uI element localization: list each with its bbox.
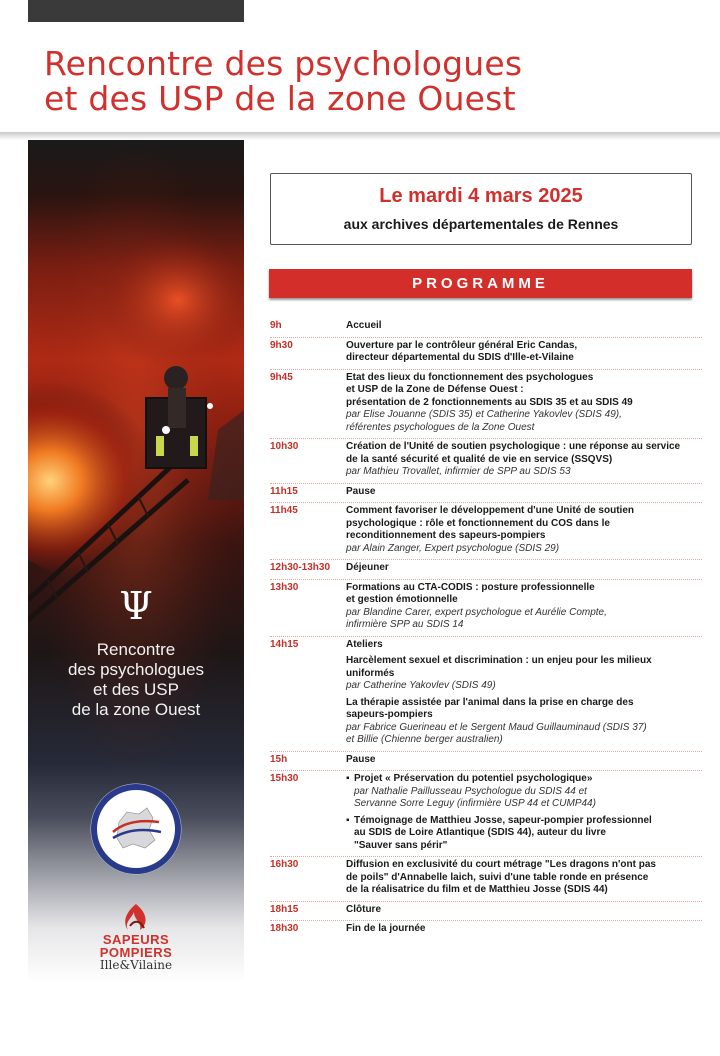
session-title: Harcèlement sexuel et discrimination : un enjeu pour les milieux (346, 655, 652, 666)
zone-ouest-seal (89, 782, 183, 876)
agenda-time: 9h (270, 320, 282, 331)
agenda-row (270, 580, 702, 637)
session-title: de poils" d'Annabelle laich, suivi d'une table ronde en présence (346, 871, 649, 883)
agenda-time: 9h30 (270, 339, 293, 351)
bullet-icon: ▪ (346, 814, 350, 826)
session-speakers: référentes psychologues de la Zone Ouest (346, 421, 535, 433)
agenda-row (270, 902, 702, 922)
session-speakers: par Mathieu Trovallet, infirmier de SPP au SDIS 53 (346, 466, 571, 477)
agenda-content (346, 320, 702, 333)
agenda-time: 11h15 (270, 485, 298, 497)
session-title: Témoignage de Matthieu Josse, sapeur-pompier professionnel (354, 814, 652, 826)
agenda-row (270, 560, 702, 580)
session-title: au SDIS de Loire Atlantique (SDIS 44), auteur du livre (354, 827, 606, 838)
session-speakers: par Nathalie Paillusseau Psychologue du SDIS 44 et (354, 785, 587, 797)
session-speakers: et Billie (Chienne berger australien) (346, 734, 503, 745)
title-line-2: et des USP de la zone Ouest (44, 79, 516, 118)
session-speakers: par Elise Jouanne (SDIS 35) et Catherine Yakovlev (SDIS 49), (346, 409, 622, 420)
session-title: de la santé sécurité et qualité de vie en service (SSQVS) (346, 453, 613, 465)
agenda-content (346, 904, 702, 917)
session-title: reconditionnement des sapeurs-pompiers (346, 530, 546, 541)
agenda-row (270, 921, 702, 940)
sidebar-caption-line: Rencontre (96, 640, 176, 659)
agenda-time: 11h45 (270, 505, 298, 516)
agenda-content (346, 486, 702, 499)
sidebar-photo-panel (28, 140, 244, 1056)
agenda-time: 18h15 (270, 903, 299, 915)
session-title: Ouverture par le contrôleur général Eric Candas, (346, 339, 578, 351)
agenda-content (346, 773, 702, 852)
session-title: directeur départemental du SDIS d'Ille-et-Vilaine (346, 352, 574, 363)
bullet-item (346, 773, 702, 811)
session-title: Formations au CTA-CODIS : posture professionnelle (346, 581, 595, 593)
agenda-content (346, 505, 702, 555)
agenda-content (346, 639, 702, 747)
event-place: aux archives départementales de Rennes (343, 216, 619, 232)
session-speakers: par Blandine Carer, expert psychologue et Aurélie Compte, (346, 606, 607, 618)
session-title: Etat des lieux du fonctionnement des psychologues (346, 371, 594, 383)
session-title: présentation de 2 fonctionnements au SDIS 35 et au SDIS 49 (346, 396, 633, 408)
sidebar-caption (28, 640, 244, 720)
session-title: Pause (346, 485, 376, 497)
logo-line-2: POMPIERS (99, 945, 173, 960)
session-title: La thérapie assistée par l'animal dans la prise en charge des (346, 696, 634, 708)
session-title: et USP de la Zone de Défense Ouest : (346, 384, 524, 395)
session-title: "Sauver sans périr" (354, 839, 448, 851)
agenda-content (346, 372, 702, 435)
programme-agenda (270, 318, 702, 940)
session-title: uniformés (346, 667, 395, 679)
agenda-time: 18h30 (270, 923, 299, 934)
agenda-time: 12h30-13h30 (270, 562, 331, 573)
session-speakers: par Catherine Yakovlev (SDIS 49) (346, 680, 496, 691)
session-title: Ateliers (346, 638, 383, 650)
header-divider (0, 132, 720, 140)
session-title: Fin de la journée (346, 923, 426, 934)
sapeurs-pompiers-logo (28, 902, 244, 990)
session-title: psychologique : rôle et fonctionnement du COS dans le (346, 517, 610, 529)
svg-text:ÉTAT-MAJOR INTERMINISTÉRIEL DE: ÉTAT-MAJOR INTERMINISTÉRIEL DE ZO (98, 791, 174, 830)
session-title: Projet « Préservation du potentiel psychologique» (354, 773, 593, 784)
bullet-icon: ▪ (346, 773, 350, 784)
agenda-content (346, 923, 702, 936)
psi-symbol: Ψ (119, 584, 153, 628)
session-speakers: Servanne Sorre Leguy (infirmière USP 44 et CUMP44) (354, 798, 596, 809)
workshop-item (346, 697, 702, 747)
agenda-time: 16h30 (270, 859, 299, 870)
flame-icon (116, 902, 156, 934)
session-title: Comment favoriser le développement d'une Unité de soutien (346, 505, 634, 516)
session-title: Déjeuner (346, 562, 389, 573)
agenda-row (270, 370, 702, 440)
agenda-time: 15h (270, 753, 288, 765)
session-title: Pause (346, 753, 376, 765)
event-date: Le mardi 4 mars 2025 (379, 185, 583, 207)
session-title: Accueil (346, 320, 382, 331)
agenda-row (270, 857, 702, 902)
agenda-row (270, 318, 702, 338)
agenda-content (346, 562, 702, 575)
agenda-time: 15h30 (270, 773, 299, 784)
session-speakers: infirmière SPP au SDIS 14 (346, 619, 464, 630)
agenda-row (270, 439, 702, 484)
svg-text:PRÉFECTURE DE ZONE OUEST: PRÉFECTURE DE ZONE OUEST (102, 833, 165, 868)
sidebar-caption-line: de la zone Ouest (71, 700, 201, 719)
agenda-content (346, 754, 702, 767)
session-title: Clôture (346, 903, 381, 915)
session-speakers: par Fabrice Guerineau et le Sergent Maud Guillauminaud (SDIS 37) (346, 721, 647, 733)
agenda-row (270, 503, 702, 560)
top-dark-strip (28, 0, 244, 22)
agenda-content (346, 582, 702, 632)
logo-line-3: Ille&Vilaine (99, 958, 173, 972)
workshop-item (346, 655, 702, 693)
agenda-row (270, 752, 702, 772)
bullet-item (346, 815, 702, 853)
session-title: de la réalisatrice du film et de Matthieu Josse (SDIS 44) (346, 884, 608, 895)
agenda-time: 13h30 (270, 581, 299, 593)
logo-line-1: SAPEURS (102, 932, 170, 947)
agenda-row (270, 771, 702, 857)
page-title (44, 46, 522, 116)
agenda-row (270, 484, 702, 504)
programme-banner: PROGRAMME (269, 269, 692, 298)
agenda-content (346, 340, 702, 365)
session-speakers: par Alain Zanger, Expert psychologue (SDIS 29) (346, 542, 560, 554)
sidebar-caption-line: et des USP (93, 680, 179, 699)
session-title: Diffusion en exclusivité du court métrage "Les dragons n'ont pas (346, 859, 656, 870)
agenda-content (346, 441, 702, 479)
agenda-row (270, 338, 702, 370)
session-title: et gestion émotionnelle (346, 594, 458, 605)
sidebar-caption-line: des psychologues (67, 660, 205, 679)
agenda-time: 10h30 (270, 441, 299, 452)
session-title: Création de l'Unité de soutien psychologique : une réponse au service (346, 441, 681, 452)
agenda-time: 9h45 (270, 371, 293, 383)
agenda-content (346, 859, 702, 897)
session-title: sapeurs-pompiers (346, 709, 433, 720)
agenda-time: 14h15 (270, 638, 299, 650)
title-line-1: Rencontre des psychologues (44, 44, 523, 83)
agenda-row (270, 637, 702, 752)
event-date-box (270, 173, 692, 245)
